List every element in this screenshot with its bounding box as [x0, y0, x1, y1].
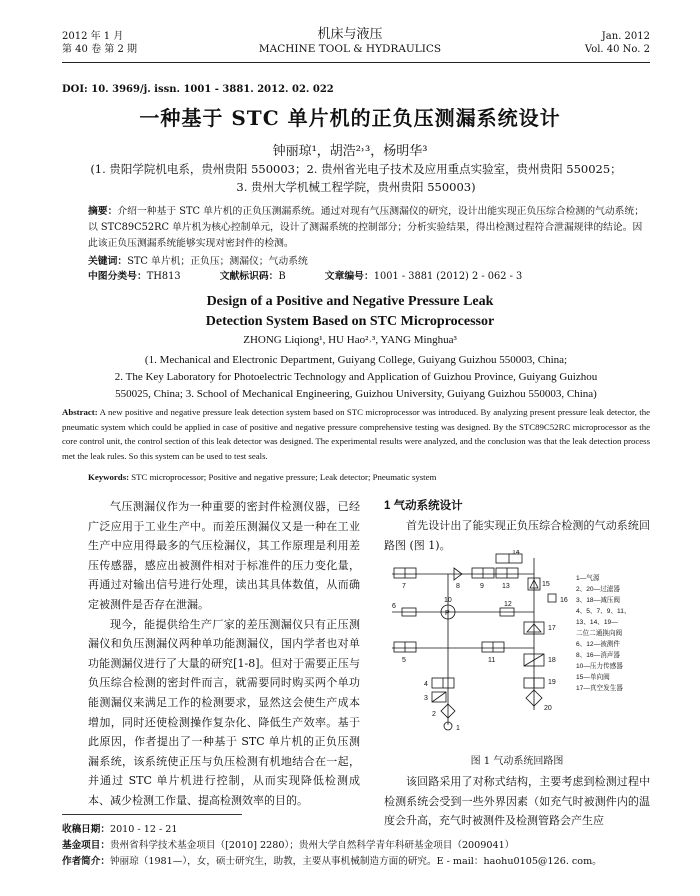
footnote-author — [62, 854, 662, 869]
clc-value: TH813 — [146, 271, 181, 282]
regulator-3-icon — [432, 692, 446, 702]
issue-date: 2012 年 1 月 — [62, 31, 124, 42]
label-18: 18 — [548, 657, 556, 664]
legend-item: 8、16—消声器 — [576, 652, 620, 659]
abstract-zh — [88, 204, 648, 252]
legend-item: 6、12—被测件 — [576, 641, 620, 648]
label-10: 10 — [444, 597, 452, 604]
title-en-line: Design of a Positive and Negative Pressure Leak — [206, 294, 494, 309]
valve-13-icon — [496, 568, 518, 578]
art-value: 1001 - 3881 (2012) 2 - 062 - 3 — [373, 271, 523, 282]
issue-date-en: Jan. 2012 — [601, 31, 650, 42]
label-1: 1 — [456, 725, 460, 732]
legend-item: 1—气源 — [576, 575, 600, 582]
legend-item: 13、14、19— — [576, 619, 618, 626]
body-paragraph: 该回路采用了对称式结构，主要考虑到检测过程中检测系统会受到一些外界因素（如充气时被测件内的温度会升高，充气时被测件及检测管路会产生应 — [384, 775, 650, 828]
keywords-en-label: Keywords: — [88, 472, 130, 482]
abstract-en-text: A new positive and negative pressure leak detection system based on STC microprocessor was introduced. By analyzing present pressure leak detector, the pneumatic system which could be applied in case of positive and negative pressure comprehensive testing was designed. By the STC89C52RC microprocessor as the core control unit, the control section of this leak detector was designed. The experimental results were analyzed, and the conclusion was that the leak detection process met the leak rules. So this system can be used to test seals. — [62, 407, 650, 461]
header-right — [585, 30, 650, 56]
header-rule — [62, 62, 650, 63]
keywords-zh-text: STC 单片机；正负压；测漏仪；气动系统 — [127, 256, 308, 267]
legend-item: 15—单向阀 — [576, 674, 610, 681]
received-label: 收稿日期： — [62, 824, 110, 835]
clc-label: 中图分类号： — [88, 271, 147, 282]
valve-9-icon — [472, 568, 494, 578]
doi: DOI: 10. 3969/j. issn. 1001 - 3881. 2012. 02. 022 — [62, 84, 334, 95]
figure-caption: 图 1 气动系统回路图 — [470, 756, 564, 767]
keywords-en — [88, 472, 648, 482]
body-paragraph: 首先设计出了能实现正负压综合检测的气动系统回路图 (图 1)。 — [384, 519, 650, 552]
svg-text:P: P — [445, 610, 450, 617]
doc-value: B — [278, 271, 286, 282]
affil-en-line: 2. The Key Laboratory for Photoelectric Technology and Application of Guizhou Province, Guiyang Guizhou — [114, 371, 598, 383]
label-13: 13 — [502, 583, 510, 590]
author-label: 作者简介： — [62, 856, 110, 867]
title-en-line: Detection System Based on STC Microprocessor — [205, 314, 495, 329]
footnote-fund — [62, 838, 662, 853]
classification-line — [88, 268, 648, 282]
body-paragraph: 气压测漏仪作为一种重要的密封件检测仪器，已经广泛应用于工业生产中。而差压测漏仪又是一种在工业生产中应用得最多的气压检漏仪，其工作原理是利用差压传感器，感应出被测件相对于标准件的压力变化量，再通过对输出信号进行处理，读出其具体数值，从而确定被测件是否存在泄漏。 — [88, 500, 360, 611]
keywords-zh — [88, 253, 648, 267]
label-9: 9 — [480, 583, 484, 590]
label-3: 3 — [424, 695, 428, 702]
affiliations-zh — [62, 160, 650, 196]
muffler-16-icon — [548, 594, 556, 602]
legend-item: 3、18—减压阀 — [576, 597, 620, 604]
issue-volume-en: Vol. 40 No. 2 — [584, 44, 650, 55]
keywords-en-text: STC microprocessor; Positive and negative pressure; Leak detector; Pneumatic system — [131, 472, 437, 482]
label-2: 2 — [432, 711, 436, 718]
abstract-en-label: Abstract: — [62, 407, 98, 417]
label-7: 7 — [402, 583, 406, 590]
label-4: 4 — [424, 681, 428, 688]
author-text: 钟丽琼（1981—），女，硕士研究生，助教，主要从事机械制造方面的研究。E - mail：haohu0105@126. com。 — [109, 856, 602, 867]
abstract-en — [62, 405, 650, 463]
journal-name-zh: 机床与液压 — [317, 27, 383, 42]
valve-5-icon — [394, 642, 416, 652]
pneumatic-circuit-diagram — [384, 550, 650, 732]
authors-en: ZHONG Liqiong¹, HU Hao²˒³, YANG Minghua³ — [243, 334, 457, 346]
legend-item: 17—真空发生器 — [576, 685, 623, 692]
valve-19-icon — [524, 678, 544, 688]
article-no — [325, 271, 540, 282]
legend-item: 10—压力传感器 — [576, 663, 623, 670]
label-17: 17 — [548, 625, 556, 632]
clc — [88, 271, 199, 282]
received-date: 2010 - 12 - 21 — [109, 824, 178, 835]
footnote-rule — [62, 814, 242, 815]
keywords-zh-label: 关键词： — [88, 256, 128, 267]
art-label: 文章编号： — [324, 271, 374, 282]
label-12: 12 — [504, 601, 512, 608]
affiliations-en — [62, 352, 650, 403]
label-20: 20 — [544, 705, 552, 712]
label-11: 11 — [488, 657, 496, 664]
label-8: 8 — [456, 583, 460, 590]
valve-7-icon — [394, 568, 416, 578]
affil-zh-line: (1. 贵阳学院机电系，贵州贵阳 550003；2. 贵州省光电子技术及应用重点实验室，贵州贵阳 550025； — [90, 162, 622, 176]
label-5: 5 — [402, 657, 406, 664]
figure-legend — [576, 573, 630, 692]
affil-zh-line: 3. 贵州大学机械工程学院，贵州贵阳 550003) — [236, 180, 476, 194]
doc-label: 文献标识码： — [219, 271, 279, 282]
body-paragraph: 现今，能提供给生产厂家的差压测漏仪只有正压测漏仪和负压测漏仪两种单功能测漏仪，国内学者也对单功能测漏仪进行了大量的研究[1-8]。但对于需要正压与负压综合检测的密封件而言，就需要同时购买两个单功能测漏仪来满足工作的检测要求，显然这会使生产成本增加，同时还使检测操作复杂化、降低生产效率。基于此原因，作者提出了一种基于 STC 单片机的正负压测漏系统，该系统使正压与负压检测有机地结合在一起，并通过 STC 单片机进行控制，从而实现降低检测成本、减少检测工作量、提高检测效率的目的。 — [88, 617, 360, 807]
legend-item: 4、5、7、9、11、 — [576, 608, 631, 615]
footnote-received — [62, 822, 662, 837]
label-16: 16 — [560, 597, 568, 604]
label-6: 6 — [392, 603, 396, 610]
abstract-zh-text: 介绍一种基于 STC 单片机的正负压测漏系统。通过对现有气压测漏仪的研究，设计出能实现正负压综合检测的气动系统；以 STC89C52RC 单片机为核心控制单元，设计了测漏系统的控制部分；分析实验结果，得出检测过程符合泄漏规律的结论。因此该正负压测漏系统能够实现对密封件的检测。 — [88, 206, 645, 249]
authors-zh: 钟丽琼¹，胡浩²˒³，杨明华³ — [272, 144, 428, 159]
valve-11-icon — [482, 642, 504, 652]
fund-text: 贵州省科学技术基金项目（[2010] 2280）；贵州大学自然科学青年科研基金项目（2009041） — [109, 840, 515, 851]
label-19: 19 — [548, 679, 556, 686]
body-left-column — [88, 497, 360, 811]
issue-volume: 第 40 卷 第 2 期 — [62, 44, 137, 55]
title-en — [0, 292, 700, 332]
abstract-zh-label: 摘要： — [88, 206, 118, 217]
section-heading: 1 气动系统设计 — [384, 500, 463, 512]
legend-item: 2、20—过滤器 — [576, 586, 620, 593]
label-14: 14 — [512, 550, 520, 556]
legend-item: 二位二通换向阀 — [576, 630, 623, 637]
journal-name-en: MACHINE TOOL & HYDRAULICS — [258, 43, 442, 55]
component-labels — [392, 550, 568, 732]
affil-en-line: 550025, China; 3. School of Mechanical Engineering, Guizhou University, Guiyang Guizhou 550003, China) — [115, 388, 597, 400]
title-zh: 一种基于 STC 单片机的正负压测漏系统设计 — [139, 106, 561, 130]
fund-label: 基金项目： — [62, 840, 110, 851]
doc-code — [220, 271, 304, 282]
valve-4-icon — [432, 678, 454, 688]
affil-en-line: (1. Mechanical and Electronic Department, Guiyang College, Guiyang Guizhou 550003, China; — [144, 354, 568, 366]
label-15: 15 — [542, 581, 550, 588]
